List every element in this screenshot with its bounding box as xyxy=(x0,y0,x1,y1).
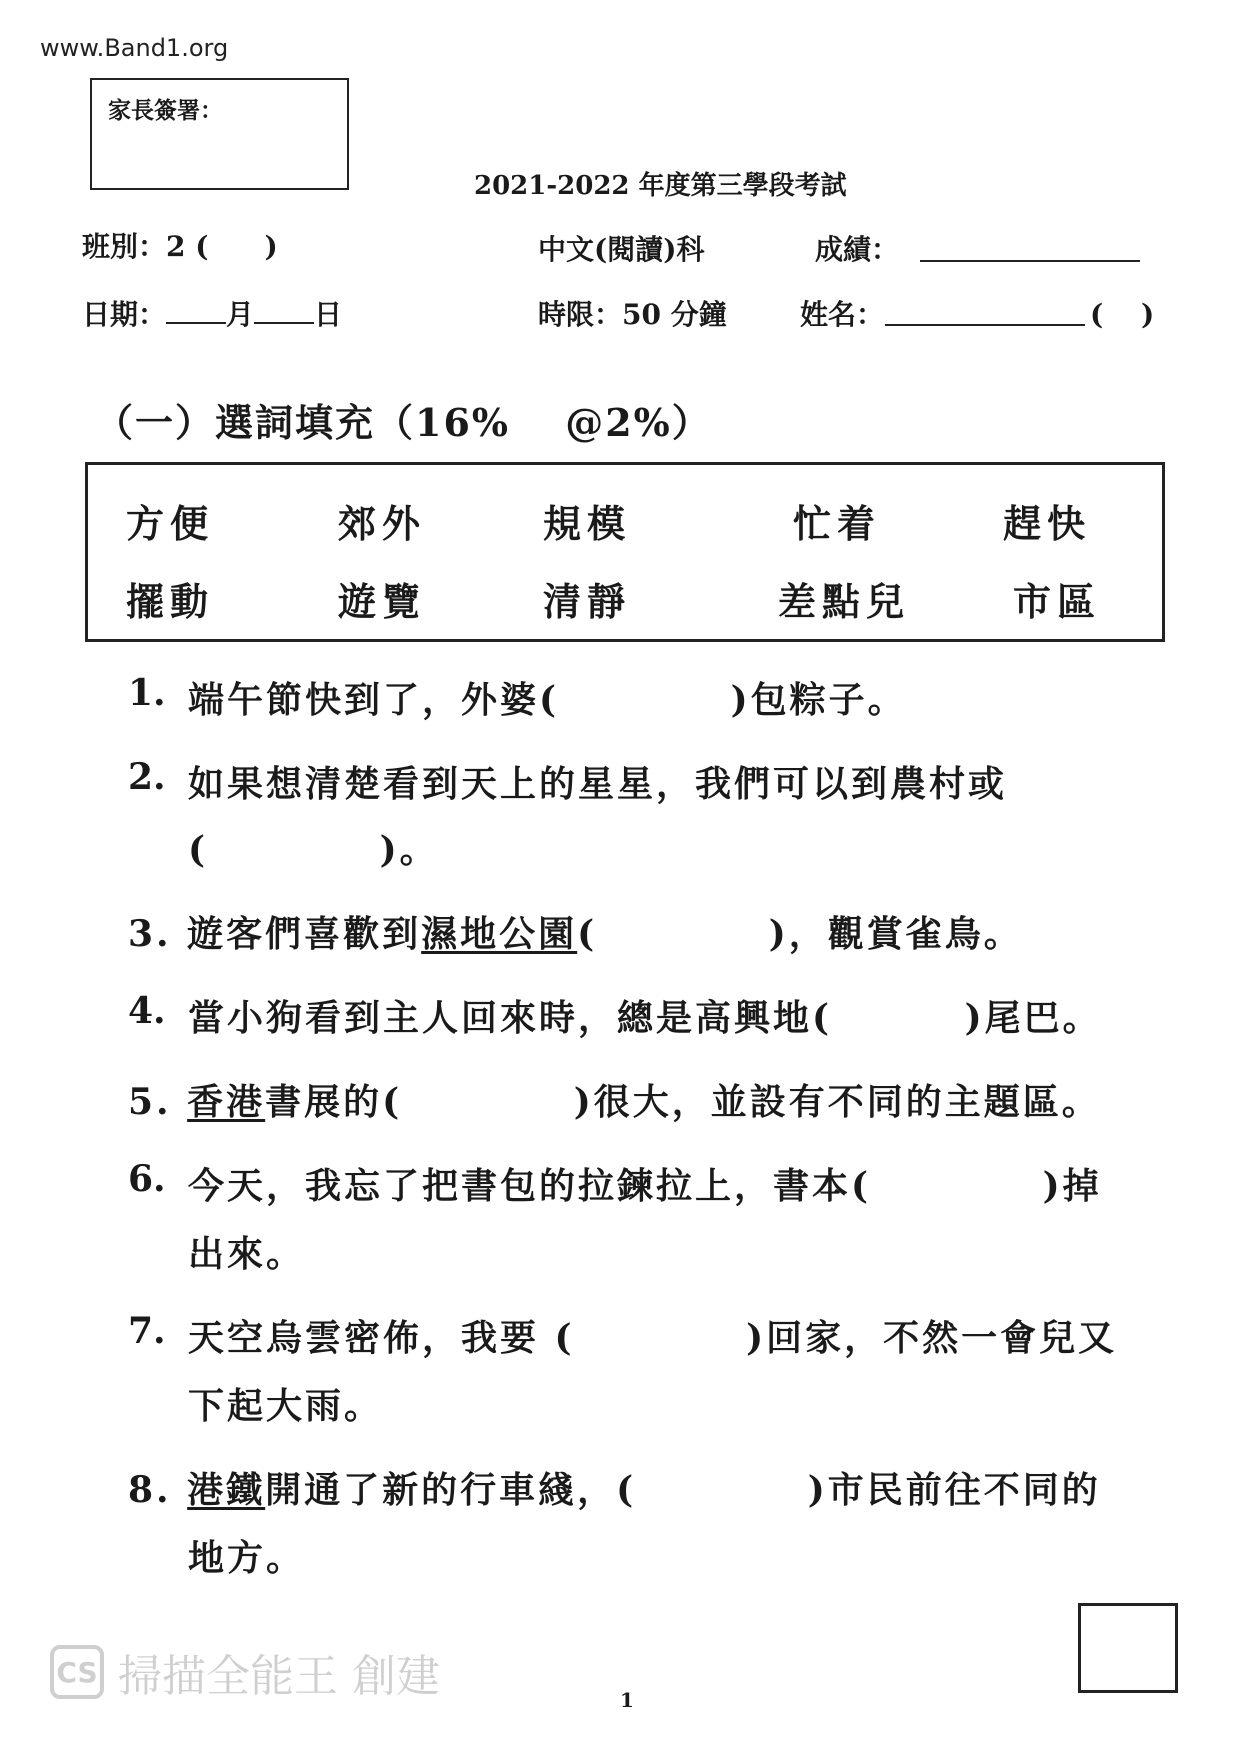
scanner-watermark xyxy=(50,1640,440,1704)
date-prefix: 日期： xyxy=(82,298,167,331)
word-bank-item: 忙着 xyxy=(793,501,882,546)
question-number: 8. xyxy=(128,1469,172,1511)
website-url: www.Band1.org xyxy=(40,34,229,62)
question-number: 7. xyxy=(128,1310,166,1352)
word-bank-item: 遊覽 xyxy=(338,579,427,624)
word-bank-box xyxy=(85,462,1165,642)
question-text: 天空烏雲密佈，我要 ( )回家，不然一會兒又 xyxy=(188,1317,1118,1359)
question-number: 1. xyxy=(128,672,166,714)
class-label: 班別：2 ( ) xyxy=(82,230,278,263)
question-number: 2. xyxy=(128,756,166,798)
word-bank-item: 方便 xyxy=(126,501,215,546)
question-text: 當小狗看到主人回來時，總是高興地( )尾巴。 xyxy=(188,997,1102,1039)
question-text: 開通了新的行車綫，( )市民前往不同的 xyxy=(265,1469,1101,1511)
question-number: 5. xyxy=(128,1081,172,1123)
question-text-continued: 下起大雨。 xyxy=(188,1385,384,1427)
watermark-text: 掃描全能王 創建 xyxy=(118,1651,440,1702)
proper-noun-underlined: 港鐵 xyxy=(187,1469,266,1511)
question-text: 端午節快到了，外婆( )包粽子。 xyxy=(188,679,907,721)
word-bank-item: 郊外 xyxy=(338,501,427,546)
word-bank-item: 擺動 xyxy=(126,579,215,624)
class-number-paren: ( ) xyxy=(1090,298,1155,331)
score-label: 成績： xyxy=(815,233,900,266)
score-corner-box xyxy=(1078,1603,1178,1693)
question-line xyxy=(128,906,1023,957)
proper-noun-underlined: 濕地公園 xyxy=(421,913,578,955)
word-bank-item: 趕快 xyxy=(1003,501,1092,546)
score-blank-line xyxy=(920,260,1140,262)
question-number: 4. xyxy=(128,990,166,1032)
question-text-continued: 出來。 xyxy=(188,1233,306,1275)
word-bank-item: 差點兒 xyxy=(778,579,911,624)
date-label xyxy=(82,293,342,333)
month-blank xyxy=(166,298,226,324)
date-day: 日 xyxy=(314,298,343,331)
day-blank xyxy=(254,298,314,324)
word-bank-item: 清靜 xyxy=(543,579,632,624)
exam-title: 2021-2022 年度第三學段考試 xyxy=(474,171,847,201)
question-number: 6. xyxy=(128,1158,166,1200)
question-text: 如果想清楚看到天上的星星，我們可以到農村或 xyxy=(188,763,1008,805)
question-text: ( )，觀賞雀鳥。 xyxy=(577,913,1023,955)
question-line xyxy=(128,1074,1101,1125)
date-month: 月 xyxy=(226,298,255,331)
name-label: 姓名： xyxy=(800,298,885,331)
question-text: 今天，我忘了把書包的拉鍊拉上，書本( )掉 xyxy=(188,1165,1102,1207)
camscanner-logo: CS xyxy=(50,1645,104,1699)
proper-noun-underlined: 香港 xyxy=(187,1081,266,1123)
word-bank-item: 市區 xyxy=(1013,579,1102,624)
question-number: 3. xyxy=(128,913,172,955)
question-line xyxy=(128,1462,1101,1513)
page-number: 1 xyxy=(620,1688,634,1712)
name-blank-line xyxy=(885,324,1085,326)
parent-signature-label: 家長簽署： xyxy=(108,97,223,124)
question-text-continued: ( )。 xyxy=(188,829,439,871)
parent-signature-box xyxy=(90,78,349,190)
word-bank-item: 規模 xyxy=(543,501,632,546)
question-text: 書展的( )很大，並設有不同的主題區。 xyxy=(265,1081,1101,1123)
time-limit-label: 時限：50 分鐘 xyxy=(538,298,727,331)
question-text: 遊客們喜歡到 xyxy=(187,913,422,955)
section-title: （一）選詞填充（16% @2%） xyxy=(95,400,712,445)
question-text-continued: 地方。 xyxy=(188,1537,306,1579)
subject-label: 中文(閱讀)科 xyxy=(538,233,705,266)
